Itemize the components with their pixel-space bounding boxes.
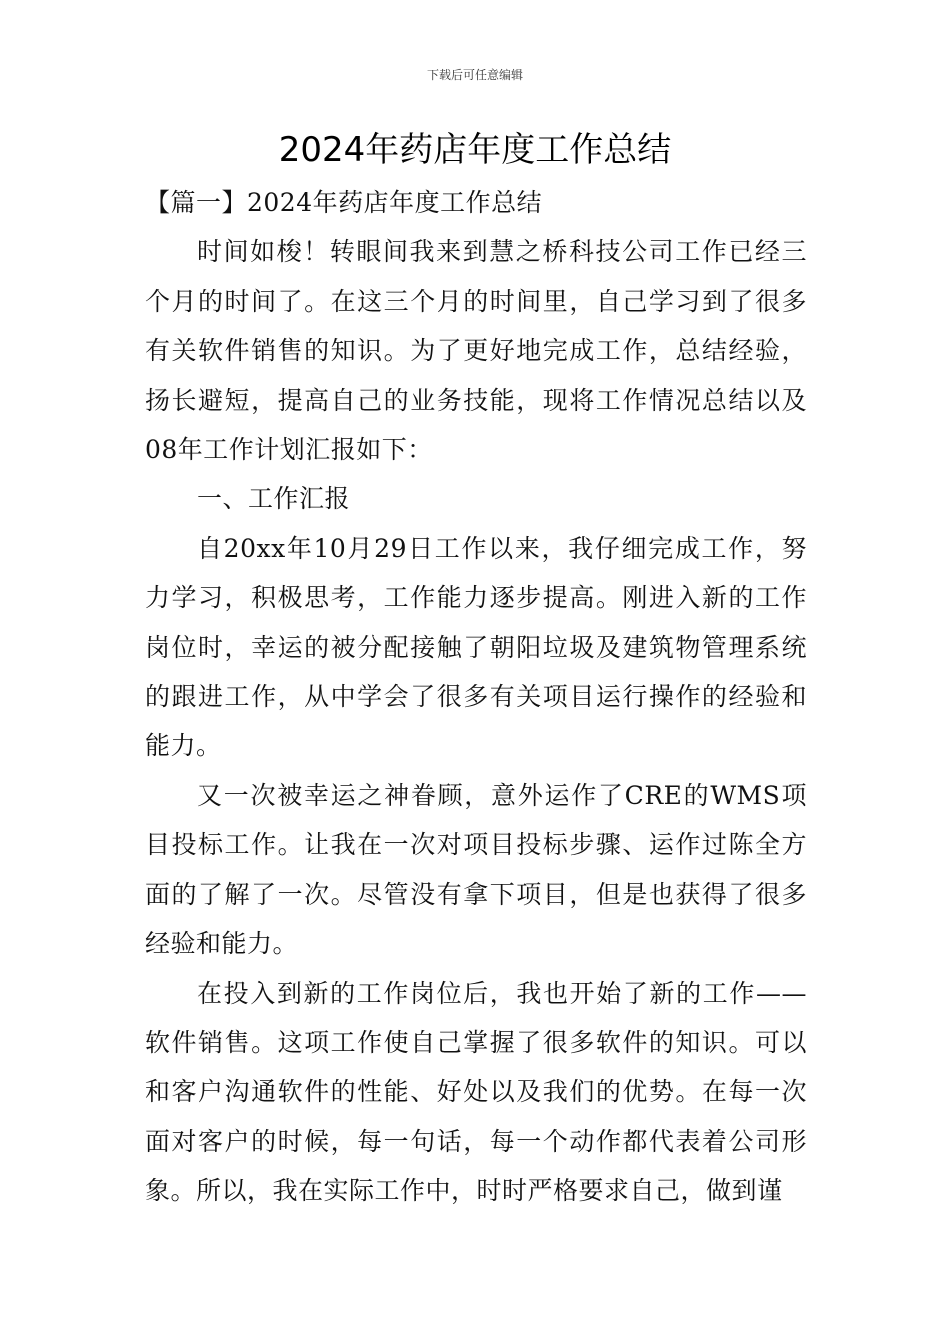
paragraph-heading: 一、工作汇报 bbox=[197, 484, 351, 514]
paragraph: 在投入到新的工作岗位后，我也开始了新的工作——软件销售。这项工作使自己掌握了很多软件的知识。可以和客户沟通软件的性能、好处以及我们的优势。在每一次面对客户的时候，每一句话，每一个动作都代表着公司形象。所以，我在实际工作中，时时严格要求自己，做到谨 bbox=[145, 978, 807, 1206]
paragraph: 又一次被幸运之神眷顾，意外运作了CRE的WMS项目投标工作。让我在一次对项目投标步骤、运作过陈全方面的了解了一次。尽管没有拿下项目，但是也获得了很多经验和能力。 bbox=[145, 780, 807, 959]
section-heading: 【篇一】2024年药店年度工作总结 bbox=[145, 188, 543, 217]
paragraph: 自20xx年10月29日工作以来，我仔细完成工作，努力学习，积极思考，工作能力逐步提高。刚进入新的工作岗位时，幸运的被分配接触了朝阳垃圾及建筑物管理系统的跟进工作，从中学会了很多有关项目运行操作的经验和能力。 bbox=[145, 533, 807, 761]
paragraph: 时间如梭！转眼间我来到慧之桥科技公司工作已经三个月的时间了。在这三个月的时间里，自己学习到了很多有关软件销售的知识。为了更好地完成工作，总结经验，扬长避短，提高自己的业务技能，现将工作情况总结以及08年工作计划汇报如下： bbox=[145, 237, 807, 465]
document-title: 2024年药店年度工作总结 bbox=[278, 130, 672, 170]
document-body bbox=[145, 178, 807, 1216]
header-note: 下载后可任意编辑 bbox=[426, 68, 523, 82]
